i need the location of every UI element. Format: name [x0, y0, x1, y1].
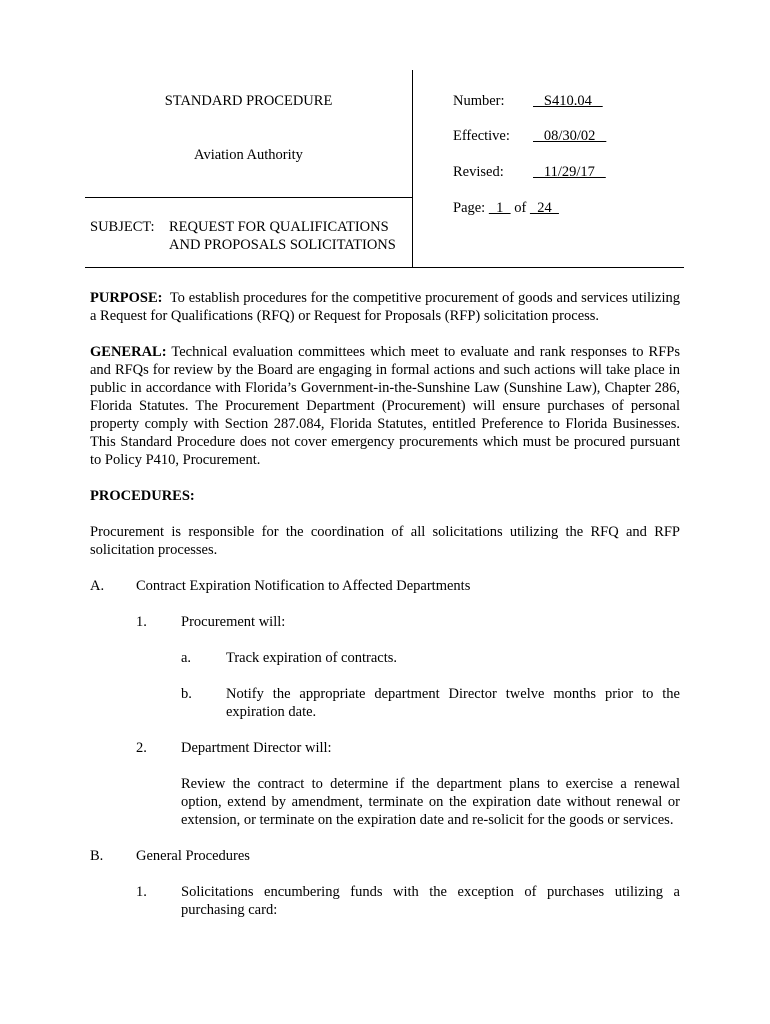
- section-b: [90, 847, 680, 865]
- number-label: Number:: [453, 93, 505, 109]
- effective-label: Effective:: [453, 128, 510, 144]
- general-paragraph: [90, 343, 680, 469]
- sub-b-text: Notify the appropriate department Director twelve months prior to the expiration date.: [226, 686, 680, 720]
- procedures-heading: PROCEDURES:: [90, 488, 195, 504]
- section-a-item-2-body: Review the contract to determine if the department plans to exercise a renewal option, extend by amendment, terminate on the expiration date without renewal or extension, or terminate on the expiration date and re-solicit for the goods or services.: [181, 776, 680, 828]
- sub-b-marker: b.: [181, 686, 192, 702]
- revised-label: Revised:: [453, 164, 504, 180]
- procedures-intro: Procurement is responsible for the coordination of all solicitations utilizing the RFQ and RFP solicitation processes.: [90, 524, 680, 558]
- section-a-item-1: [136, 613, 680, 631]
- purpose-label: PURPOSE:: [90, 290, 163, 306]
- effective-row: [453, 128, 606, 145]
- section-a-item-1-sub-a: [181, 649, 680, 667]
- section-a-item-2: [136, 739, 680, 757]
- subject-block: [90, 218, 396, 254]
- page-total: 24: [529, 200, 559, 216]
- revised-value: 11/29/17: [533, 164, 606, 180]
- section-a: [90, 577, 680, 595]
- organization-name: Aviation Authority: [194, 147, 303, 163]
- section-a-item-1-sub-b: [181, 685, 680, 721]
- header-bottom-rule: [85, 267, 684, 268]
- revised-row: [453, 164, 606, 181]
- section-b-item-1-marker: 1.: [136, 884, 147, 900]
- section-b-item-1-text: Solicitations encumbering funds with the exception of purchases utilizing a purchasing card:: [181, 884, 680, 918]
- page-current: 1: [488, 200, 511, 216]
- section-a-title: Contract Expiration Notification to Affected Departments: [136, 578, 471, 594]
- section-a-marker: A.: [90, 578, 105, 594]
- number-row: [453, 93, 603, 110]
- sub-a-marker: a.: [181, 650, 192, 666]
- page-of: of: [514, 200, 527, 216]
- number-value: S410.04: [533, 93, 603, 109]
- section-b-marker: B.: [90, 848, 104, 864]
- subject-line-1: REQUEST FOR QUALIFICATIONS: [169, 219, 389, 235]
- page-label: Page:: [453, 200, 486, 216]
- subject-label: SUBJECT:: [90, 219, 155, 235]
- document-body: [90, 289, 680, 937]
- section-b-item-1: [136, 883, 680, 919]
- document-type-title: STANDARD PROCEDURE: [164, 93, 333, 109]
- sub-a-text: Track expiration of contracts.: [226, 650, 397, 666]
- header-left-divider: [85, 197, 412, 198]
- general-text: Technical evaluation committees which meet to evaluate and rank responses to RFPs and RFQs for review by the Board are engaging in formal actions and such actions will take place in public in accordance with Florida’s Government-in-the-Sunshine Law (Sunshine Law), Chapter 286, Florida Statutes. The Procurement Department (Procurement) will ensure purchases of personal property comply with Section 287.084, Florida Statutes, entitled Preference to Florida Businesses. This Standard Procedure does not cover emergency procurements which must be procured pursuant to Policy P410, Procurement.: [90, 344, 680, 468]
- general-label: GENERAL:: [90, 344, 167, 360]
- section-a-item-2-marker: 2.: [136, 740, 147, 756]
- purpose-paragraph: [90, 289, 680, 325]
- section-a-item-2-text: Department Director will:: [181, 740, 332, 756]
- section-b-title: General Procedures: [136, 848, 250, 864]
- subject-line-2: AND PROPOSALS SOLICITATIONS: [169, 237, 396, 253]
- section-a-item-1-text: Procurement will:: [181, 614, 286, 630]
- purpose-text: To establish procedures for the competitive procurement of goods and services utilizing a Request for Qualifications (RFQ) or Request for Proposals (RFP) solicitation process.: [90, 290, 680, 324]
- effective-value: 08/30/02: [533, 128, 607, 144]
- section-a-item-1-marker: 1.: [136, 614, 147, 630]
- page-row: [453, 200, 559, 217]
- header-vertical-divider: [412, 70, 413, 268]
